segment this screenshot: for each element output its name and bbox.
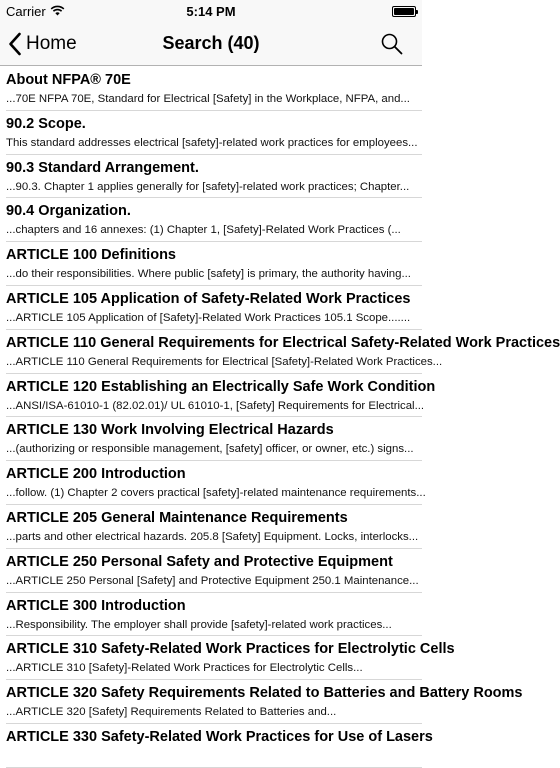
back-button[interactable] [8, 22, 77, 66]
search-result-title: ARTICLE 130 Work Involving Electrical Hazards [6, 422, 334, 439]
battery-icon [392, 6, 416, 17]
search-result-snippet: ...70E NFPA 70E, Standard for Electrical [Safety] in the Workplace, NFPA, and... [6, 93, 410, 105]
search-result-title: ARTICLE 120 Establishing an Electrically Safe Work Condition [6, 378, 436, 395]
search-result-snippet: ...parts and other electrical hazards. 205.8 [Safety] Equipment. Locks, interlocks... [6, 530, 419, 543]
search-result-row[interactable] [0, 330, 560, 374]
search-result-snippet: ...chapters and 16 annexes: (1) Chapter 1, [Safety]-Related Work Practices (... [6, 224, 401, 237]
search-result-snippet: ...follow. (1) Chapter 2 covers practical [safety]-related maintenance requirements... [6, 487, 426, 500]
search-result-title: ARTICLE 250 Personal Safety and Protective Equipment [6, 553, 393, 570]
search-result-row[interactable] [0, 155, 422, 199]
search-result-snippet: ...ARTICLE 250 Personal [Safety] and Protective Equipment 250.1 Maintenance... [6, 574, 419, 587]
search-result-row[interactable] [0, 724, 433, 768]
chevron-left-icon [8, 32, 22, 56]
page-title: Search (40) [162, 33, 260, 53]
search-result-row[interactable] [0, 242, 422, 286]
search-result-title: ARTICLE 330 Safety-Related Work Practices for Use of Lasers [6, 728, 433, 745]
search-result-row[interactable] [0, 374, 436, 418]
search-result-title: ARTICLE 110 General Requirements for Electrical Safety-Related Work Practices [6, 334, 560, 351]
search-result-title: 90.2 Scope. [6, 115, 86, 132]
status-bar [0, 0, 422, 22]
search-result-title: ARTICLE 100 Definitions [6, 247, 176, 264]
search-result-snippet: ...ARTICLE 310 [Safety]-Related Work Practices for Electrolytic Cells... [6, 662, 363, 675]
search-result-snippet: ...90.3. Chapter 1 applies generally for [safety]-related work practices; Chapter... [6, 180, 410, 193]
search-result-snippet: ...ANSI/ISA-61010-1 (82.02.01)/ UL 61010-1, [Safety] Requirements for Electrical... [6, 399, 425, 412]
search-result-row[interactable] [0, 680, 523, 724]
search-result-row[interactable] [0, 417, 422, 461]
search-result-row[interactable] [0, 286, 422, 330]
battery-fill [394, 8, 414, 15]
search-result-title: 90.3 Standard Arrangement. [6, 159, 199, 176]
search-result-row[interactable] [0, 593, 422, 637]
search-result-title: 90.4 Organization. [6, 203, 131, 220]
search-result-row[interactable] [0, 549, 422, 593]
navigation-bar [0, 22, 422, 66]
search-result-snippet: ...ARTICLE 110 General Requirements for Electrical [Safety]-Related Work Practices... [6, 355, 443, 368]
search-result-row[interactable] [0, 67, 422, 111]
search-result-title: About NFPA® 70E [6, 72, 131, 88]
search-result-title: ARTICLE 200 Introduction [6, 466, 186, 483]
back-button-label: Home [26, 33, 77, 54]
status-left [6, 4, 65, 19]
search-result-snippet: ...Responsibility. The employer shall provide [safety]-related work practices... [6, 618, 392, 631]
search-result-title: ARTICLE 300 Introduction [6, 597, 186, 614]
search-result-row[interactable] [0, 111, 422, 155]
search-result-row[interactable] [0, 636, 455, 680]
search-result-snippet: ...ARTICLE 105 Application of [Safety]-Related Work Practices 105.1 Scope....... [6, 311, 411, 324]
search-result-title: ARTICLE 205 General Maintenance Requirements [6, 509, 348, 526]
status-time: 5:14 PM [186, 3, 236, 19]
search-result-snippet: ...do their responsibilities. Where public [safety] is primary, the authority having... [6, 268, 411, 281]
search-result-snippet: ...ARTICLE 320 [Safety] Requirements Related to Batteries and... [6, 706, 337, 719]
search-result-snippet: This standard addresses electrical [safety]-related work practices for employees... [6, 136, 418, 149]
search-result-title: ARTICLE 105 Application of Safety-Related Work Practices [6, 290, 411, 307]
search-result-row[interactable] [0, 505, 422, 549]
search-button[interactable] [380, 32, 404, 56]
wifi-icon [50, 4, 65, 19]
search-result-snippet: ...(authorizing or responsible management, [safety] officer, or owner, etc.) signs... [6, 443, 414, 456]
search-result-title: ARTICLE 310 Safety-Related Work Practices for Electrolytic Cells [6, 641, 455, 658]
search-icon [380, 43, 404, 60]
search-result-row[interactable] [0, 198, 422, 242]
search-result-row[interactable] [0, 461, 426, 505]
carrier-label: Carrier [6, 3, 46, 19]
search-results-list [0, 67, 560, 768]
search-result-title: ARTICLE 320 Safety Requirements Related to Batteries and Battery Rooms [6, 685, 523, 702]
